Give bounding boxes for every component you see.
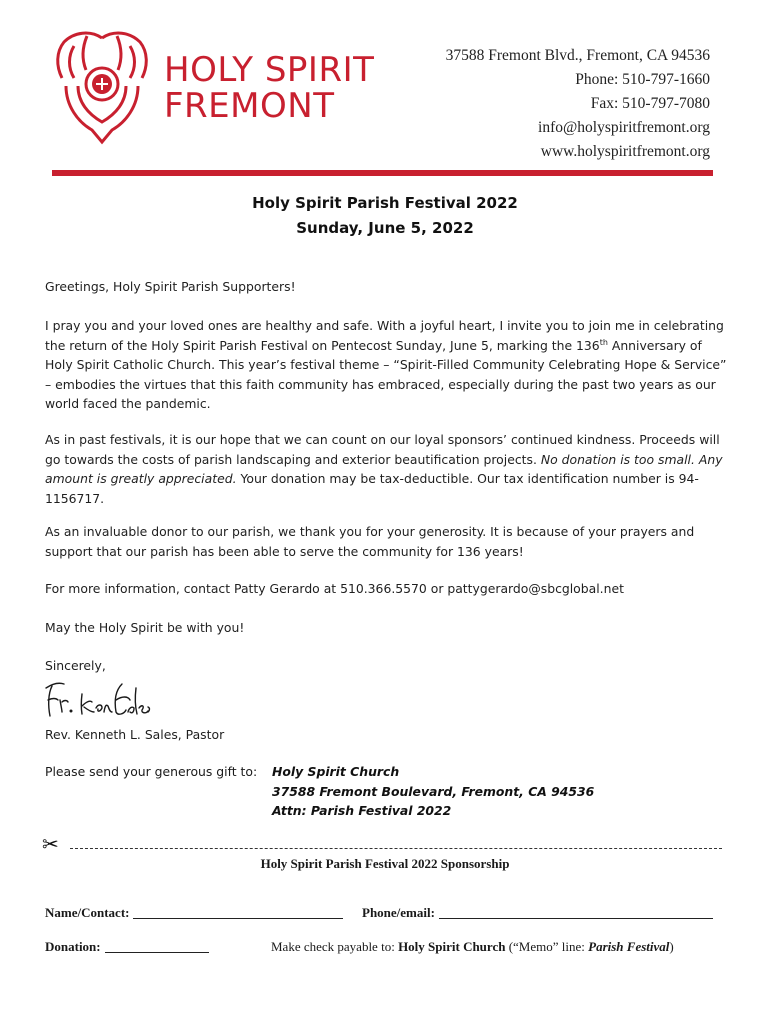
mailing-name: Holy Spirit Church bbox=[272, 764, 400, 779]
payable-note bbox=[271, 939, 674, 955]
memo-prefix: (“Memo” line: bbox=[505, 939, 589, 954]
holy-spirit-logo bbox=[52, 26, 152, 148]
event-title: Holy Spirit Parish Festival 2022 bbox=[252, 194, 518, 212]
greeting: Greetings, Holy Spirit Parish Supporters! bbox=[45, 279, 296, 294]
event-date: Sunday, June 5, 2022 bbox=[296, 219, 474, 237]
phone-row bbox=[362, 905, 713, 921]
p2-text-a: As in past festivals, it is our hope that we can count on our loyal sponsors’ continued kindness. Proceeds will go towards the costs of parish landscaping and exterior beautification projects. bbox=[45, 432, 720, 467]
name-label: Name/Contact: bbox=[45, 905, 130, 920]
signer-name: Rev. Kenneth L. Sales, Pastor bbox=[45, 727, 225, 742]
address-text: 37588 Fremont Blvd., Fremont, CA 94536 bbox=[445, 47, 710, 64]
paragraph-invitation bbox=[45, 316, 730, 414]
website-link[interactable]: www.holyspiritfremont.org bbox=[540, 143, 710, 160]
mailing-address bbox=[272, 762, 594, 821]
donation-label: Donation: bbox=[45, 939, 101, 954]
phone-text: Phone: 510-797-1660 bbox=[575, 71, 710, 88]
payable-prefix: Make check payable to: bbox=[271, 939, 399, 954]
mailing-attn: Attn: Parish Festival 2022 bbox=[272, 803, 452, 818]
name-field[interactable] bbox=[133, 906, 343, 919]
brand-name bbox=[164, 52, 374, 124]
memo-value: Parish Festival bbox=[588, 939, 670, 954]
contact-block bbox=[446, 44, 710, 164]
email-link[interactable]: info@holyspiritfremont.org bbox=[538, 119, 710, 136]
paragraph-contact: For more information, contact Patty Gerardo at 510.366.5570 or pattygerardo@sbcglobal.net bbox=[45, 581, 624, 596]
brand-line-1: HOLY SPIRIT bbox=[164, 50, 375, 90]
fax-text: Fax: 510-797-7080 bbox=[590, 95, 710, 112]
send-gift-label: Please send your generous gift to: bbox=[45, 764, 258, 779]
paragraph-blessing: May the Holy Spirit be with you! bbox=[45, 620, 245, 635]
paragraph-sponsors bbox=[45, 430, 730, 508]
p1-text-b: Anniversary of Holy Spirit Catholic Church. This year’s festival theme – “Spirit-Filled Community Celebrating Hope & Service” – embodies the virtues that this faith community has embraced, especially during the past two years as our world faced the pandemic. bbox=[45, 337, 727, 411]
scissors-icon: ✂ bbox=[42, 832, 59, 856]
donation-row bbox=[45, 939, 209, 955]
donation-field[interactable] bbox=[105, 940, 209, 953]
header-divider bbox=[52, 170, 713, 176]
brand-line-2: FREMONT bbox=[164, 86, 335, 126]
p2-italic: No donation is too small. Any amount is greatly appreciated. bbox=[45, 451, 723, 486]
payable-name: Holy Spirit Church bbox=[398, 939, 506, 954]
cut-line bbox=[70, 848, 722, 849]
phone-label: Phone/email: bbox=[362, 905, 435, 920]
phone-field[interactable] bbox=[439, 906, 713, 919]
p1-superscript: th bbox=[599, 337, 608, 347]
p2-text-b: Your donation may be tax-deductible. Our tax identification number is 94-1156717. bbox=[45, 471, 699, 506]
name-row bbox=[45, 905, 343, 921]
signature-text: Fr. Ken Sales bbox=[42, 676, 49, 677]
sponsorship-form-title: Holy Spirit Parish Festival 2022 Sponsorship bbox=[260, 856, 510, 871]
mailing-street: 37588 Fremont Boulevard, Fremont, CA 94536 bbox=[272, 783, 595, 799]
paragraph-thanks: As an invaluable donor to our parish, we thank you for your generosity. It is because of your prayers and support that our parish has been able to serve the community for 136 years! bbox=[45, 524, 695, 559]
memo-suffix: ) bbox=[669, 939, 674, 954]
signature-image bbox=[42, 676, 152, 720]
closing: Sincerely, bbox=[45, 658, 106, 673]
p1-text-a: I pray you and your loved ones are healthy and safe. With a joyful heart, I invite you to join me in celebrating the return of the Holy Spirit Parish Festival on Pentecost Sunday, June 5, marking the 136 bbox=[45, 318, 724, 353]
